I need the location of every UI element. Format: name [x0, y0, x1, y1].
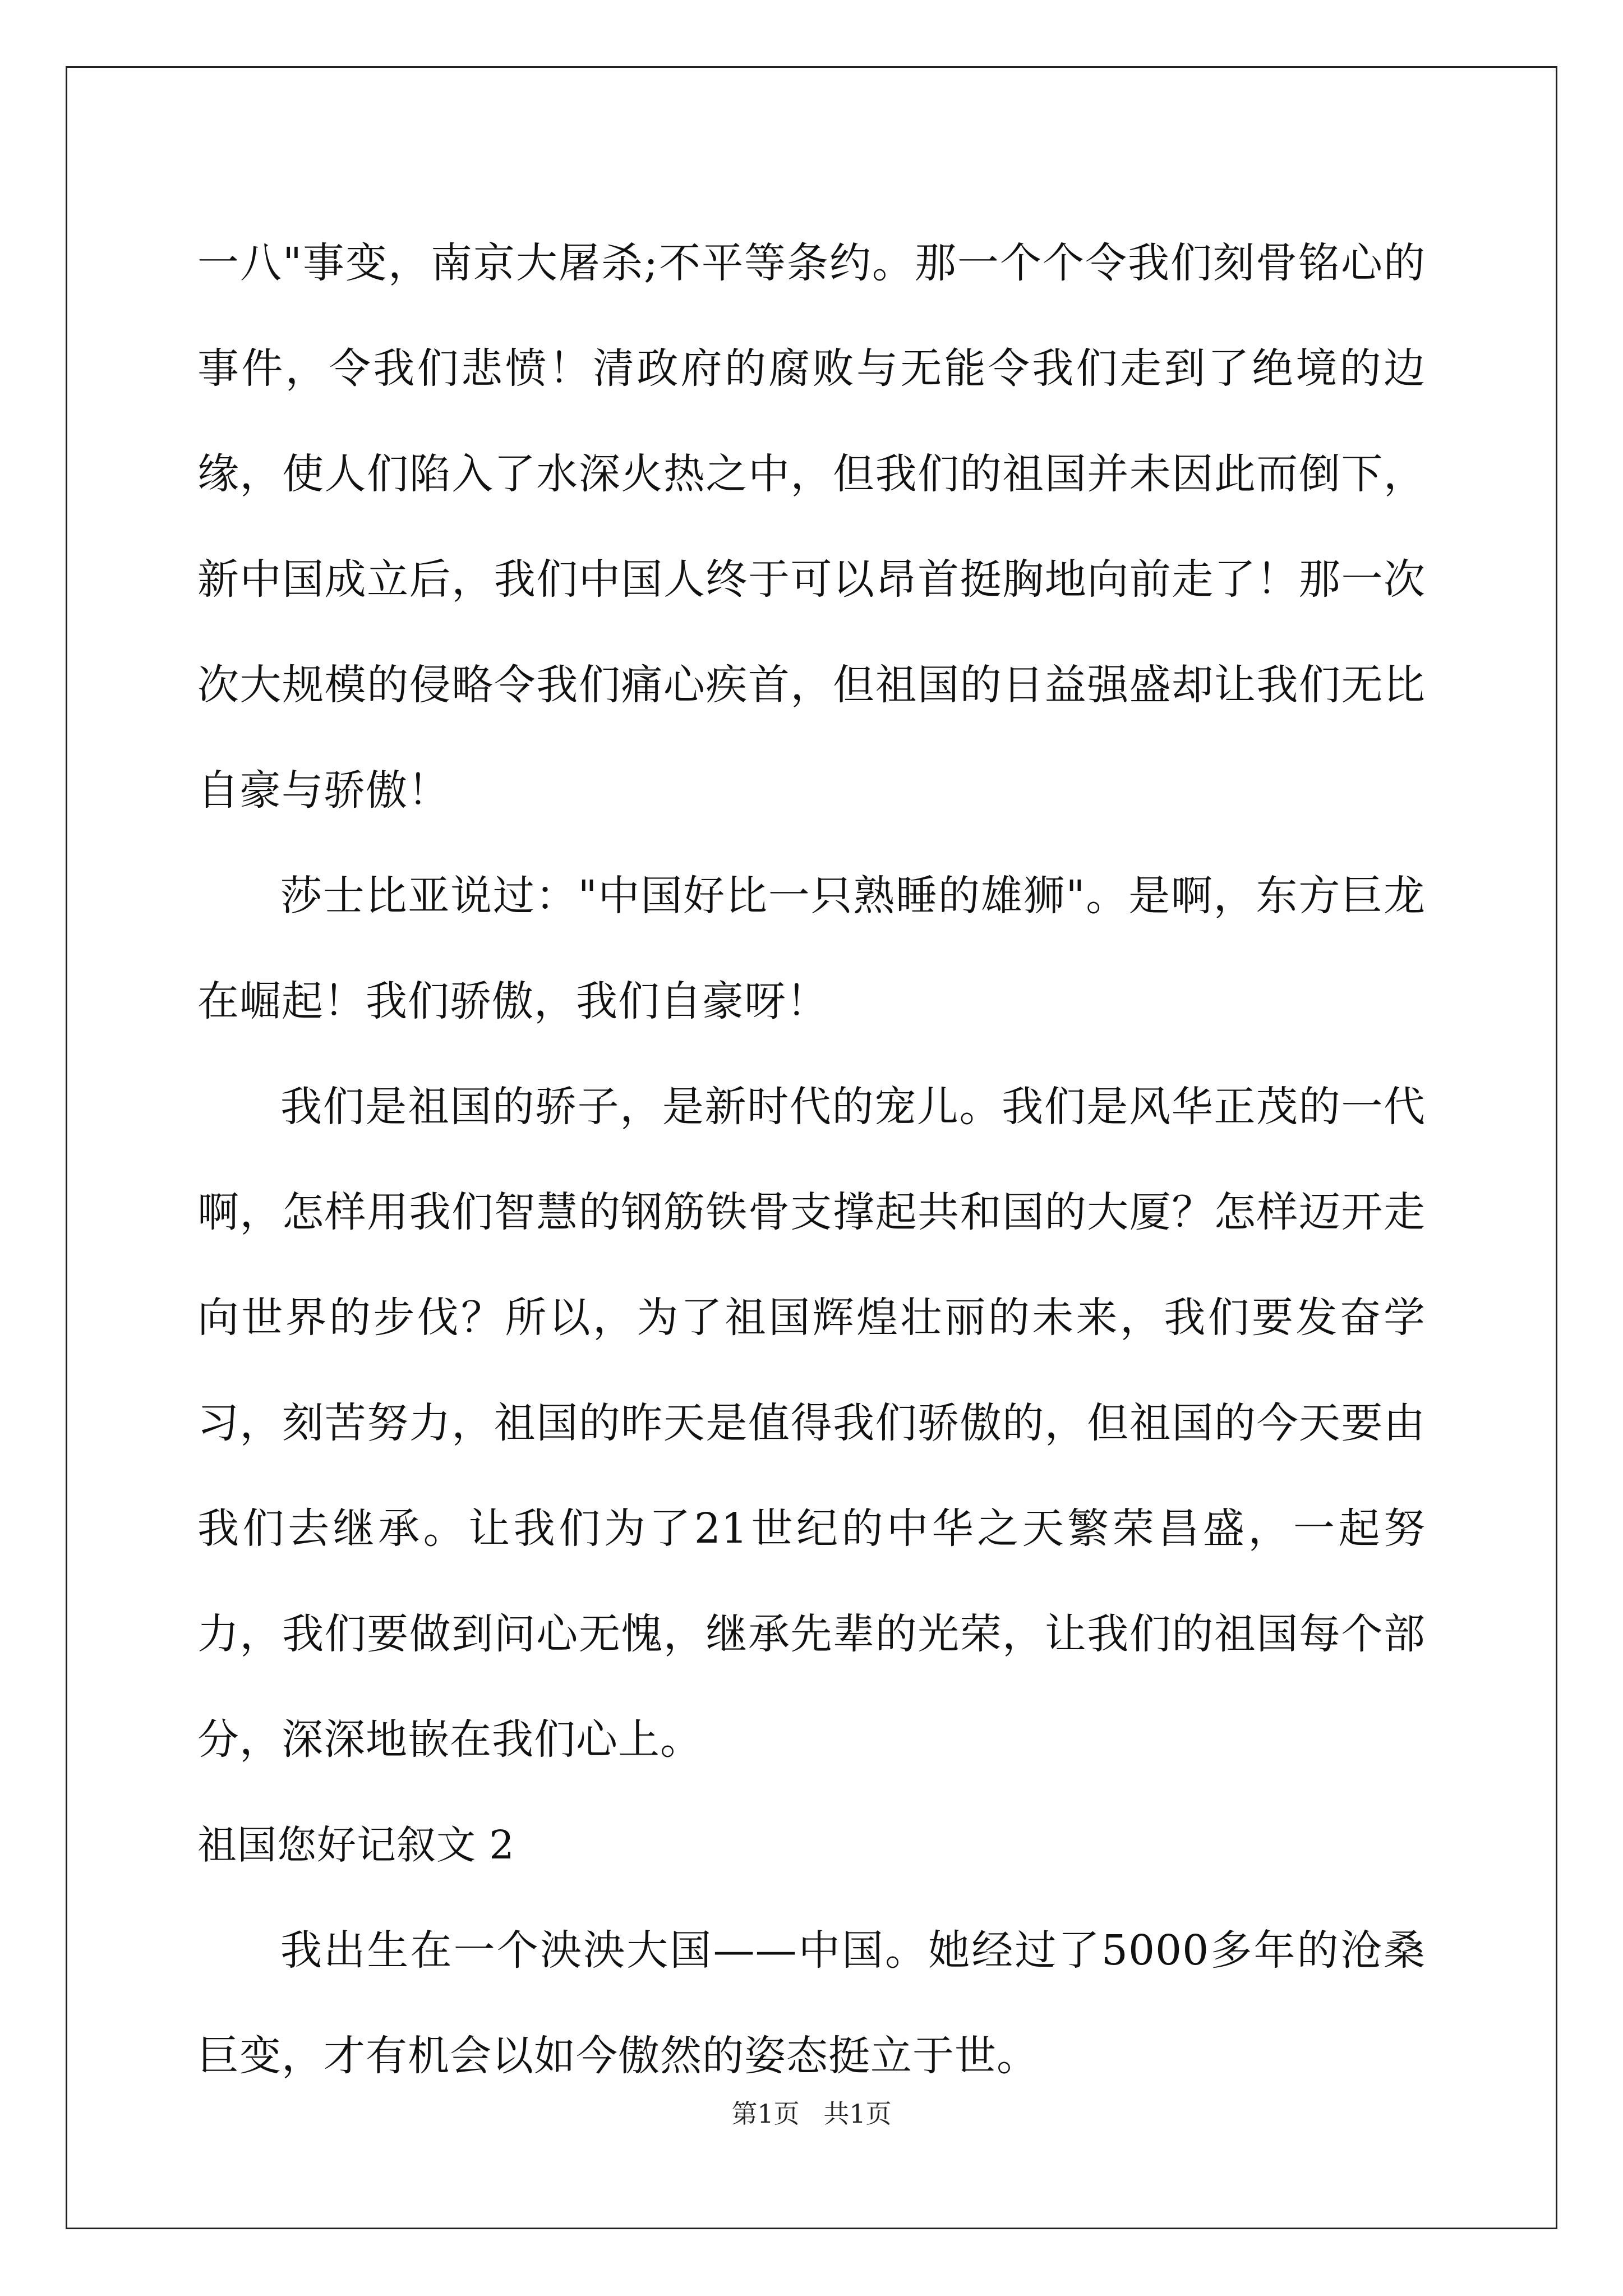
paragraph-4: 我出生在一个泱泱大国——中国。她经过了5000多年的沧桑巨变，才有机会以如今傲然的姿态挺立于世。: [197, 1926, 1426, 2080]
paragraph-2: 莎士比亚说过："中国好比一只熟睡的雄狮"。是啊，东方巨龙在崛起！我们骄傲，我们自豪呀！: [197, 872, 1426, 1025]
section-title: 祖国您好记叙文 2: [197, 1822, 515, 1868]
page-total: 共1页: [823, 2099, 892, 2129]
paragraph-3: 我们是祖国的骄子，是新时代的宠儿。我们是风华正茂的一代啊，怎样用我们智慧的钢筋铁骨支撑起共和国的大厦？怎样迈开走向世界的步伐？所以，为了祖国辉煌壮丽的未来，我们要发奋学习，刻苦努力，祖国的昨天是值得我们骄傲的，但祖国的今天要由我们去继承。让我们为了21世纪的中华之天繁荣昌盛，一起努力，我们要做到问心无愧，继承先辈的光荣，让我们的祖国每个部分，深深地嵌在我们心上。: [197, 1083, 1426, 1764]
paragraph-1: 一八"事变，南京大屠杀;不平等条约。那一个个令我们刻骨铭心的事件，令我们悲愤！清政府的腐败与无能令我们走到了绝境的边缘，使人们陷入了水深火热之中，但我们的祖国并未因此而倒下，新中国成立后，我们中国人终于可以昂首挺胸地向前走了！那一次次大规模的侵略令我们痛心疾首，但祖国的日益强盛却让我们无比自豪与骄傲！: [197, 239, 1426, 815]
document-body: [197, 210, 1426, 2109]
page-number: 第1页: [731, 2099, 800, 2129]
page-footer: [0, 2097, 1623, 2131]
